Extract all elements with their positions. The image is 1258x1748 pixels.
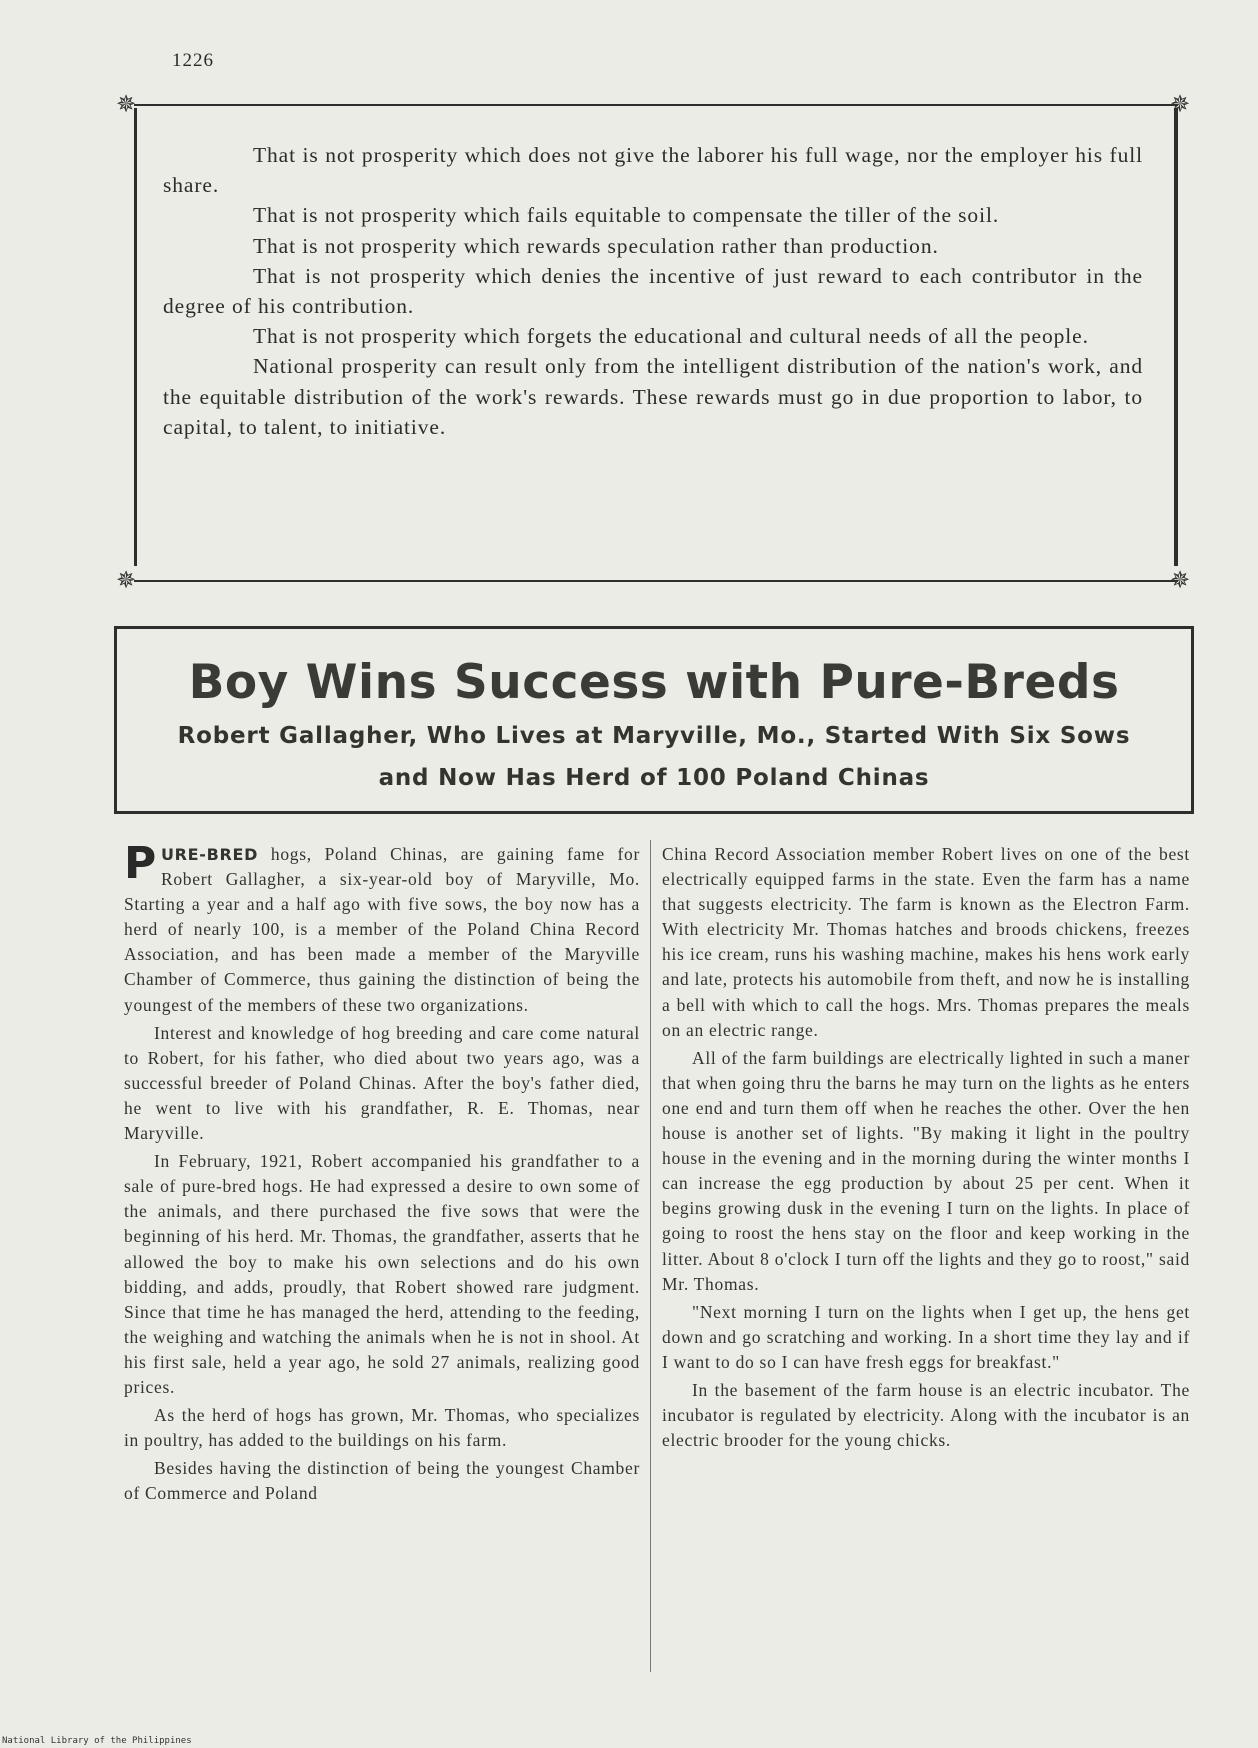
article-paragraph: In February, 1921, Robert accompanied his grandfather to a sale of pure-bred hogs. He had expressed a desire to own some of the animals, and there purchased the five sows that were the beginning of his herd. Mr. Thomas, the grandfather, asserts that he allowed the boy to make his own selections and do his own bidding, and adds, proudly, that Robert showed rare judgment. Since that time he has managed the herd, attending to the feeding, the weighing and watching the animals when he is not in shool. At his first sale, held a year ago, he sold 27 animals, realizing good prices. [124, 1151, 640, 1397]
quote-paragraph: National prosperity can result only from the intelligent distribution of the nation's work, and the equitable distribution of the work's rewards. These rewards must go in due proportion to labor, to capital, to talent, to initiative. [163, 354, 1143, 439]
ornament-icon: ✵ [1170, 90, 1191, 118]
top-rule [134, 104, 1178, 106]
article-paragraph: "Next morning I turn on the lights when I get up, the hens get down and go scratching and working. In a short time they lay and if I want to do so I can have fresh eggs for breakfast." [662, 1301, 1190, 1372]
quote-paragraph: That is not prosperity which denies the incentive of just reward to each contributor in the degree of his contribution. [163, 263, 1143, 319]
article-left-column [124, 838, 641, 1509]
quote-paragraph: That is not prosperity which forgets the educational and cultural needs of all the people. [253, 324, 1089, 349]
article-paragraph: As the herd of hogs has grown, Mr. Thomas, who specializes in poultry, has added to the buildings on his farm. [124, 1405, 640, 1451]
article-paragraph-text: hogs, Poland Chinas, are gaining fame for Robert Gallagher, a six-year-old boy of Maryville, Mo. Starting a year and a half ago with five sows, the boy now has a herd of nearly 100, is a member of the Poland China Record Association, and has been made a member of the Maryville Chamber of Commerce, thus gaining the distinction of being the youngest of the members of these two organizations. [124, 844, 641, 1015]
article-paragraph: China Record Association member Robert lives on one of the best electrically equipped farms in the state. Even the farm has a name that suggests electricity. The farm is known as the Electron Farm. With electricity Mr. Thomas hatches and broods chickens, freezes his ice cream, runs his washing machine, makes his hens work early and late, protects his automobile from theft, and now he is installing a bell with which to call the hogs. Mrs. Thomas prepares the meals on an electric range. [662, 844, 1190, 1040]
drop-cap: P [124, 838, 157, 889]
headline-box [114, 626, 1194, 814]
headline-subtitle-line-2: and Now Has Herd of 100 Poland Chinas [378, 765, 930, 791]
page-number: 1226 [172, 50, 214, 71]
column-divider [650, 840, 651, 1672]
headline-title: Boy Wins Success with Pure-Breds [188, 655, 1120, 710]
article-paragraph: Interest and knowledge of hog breeding and care come natural to Robert, for his father, who died about two years ago, was a successful breeder of Poland Chinas. After the boy's father died, he went to live with his grandfather, R. E. Thomas, near Maryville. [124, 1022, 640, 1144]
article-paragraph: In the basement of the farm house is an electric incubator. The incubator is regulated by electricity. Along with the incubator is an electric brooder for the young chicks. [662, 1379, 1190, 1451]
quote-paragraph: That is not prosperity which rewards speculation rather than production. [253, 233, 939, 258]
quote-paragraph: That is not prosperity which fails equitable to compensate the tiller of the soil. [253, 203, 1000, 228]
footer-credit: National Library of the Philippines [2, 1736, 192, 1746]
headline-subtitle-line-1: Robert Gallagher, Who Lives at Maryville, Mo., Started With Six Sows [177, 723, 1131, 749]
ornament-icon: ✵ [116, 90, 137, 118]
lead-word: URE-BRED [160, 845, 259, 864]
article-right-column [662, 842, 1190, 1456]
ornament-icon: ✵ [1170, 566, 1191, 594]
quote-text [163, 140, 1143, 442]
article-paragraph [124, 838, 641, 1018]
ornament-icon: ✵ [116, 566, 137, 594]
bottom-rule [134, 580, 1178, 582]
quote-paragraph: That is not prosperity which does not give the laborer his full wage, nor the employer his full share. [163, 143, 1143, 198]
article-paragraph: All of the farm buildings are electrically lighted in such a maner that when going thru the barns he may turn on the lights as he enters one end and turn them off when he reaches the other. Over the hen house is another set of lights. "By making it light in the poultry house in the evening and in the morning during the winter months I can increase the egg production by about 25 per cent. When it begins growing dusk in the evening I turn on the lights. In place of going to roost the hens stay on the floor and keep working in the litter. About 8 o'clock I turn off the lights and they go to roost," said Mr. Thomas. [662, 1047, 1190, 1294]
article-paragraph: Besides having the distinction of being the youngest Chamber of Commerce and Poland [124, 1458, 640, 1504]
